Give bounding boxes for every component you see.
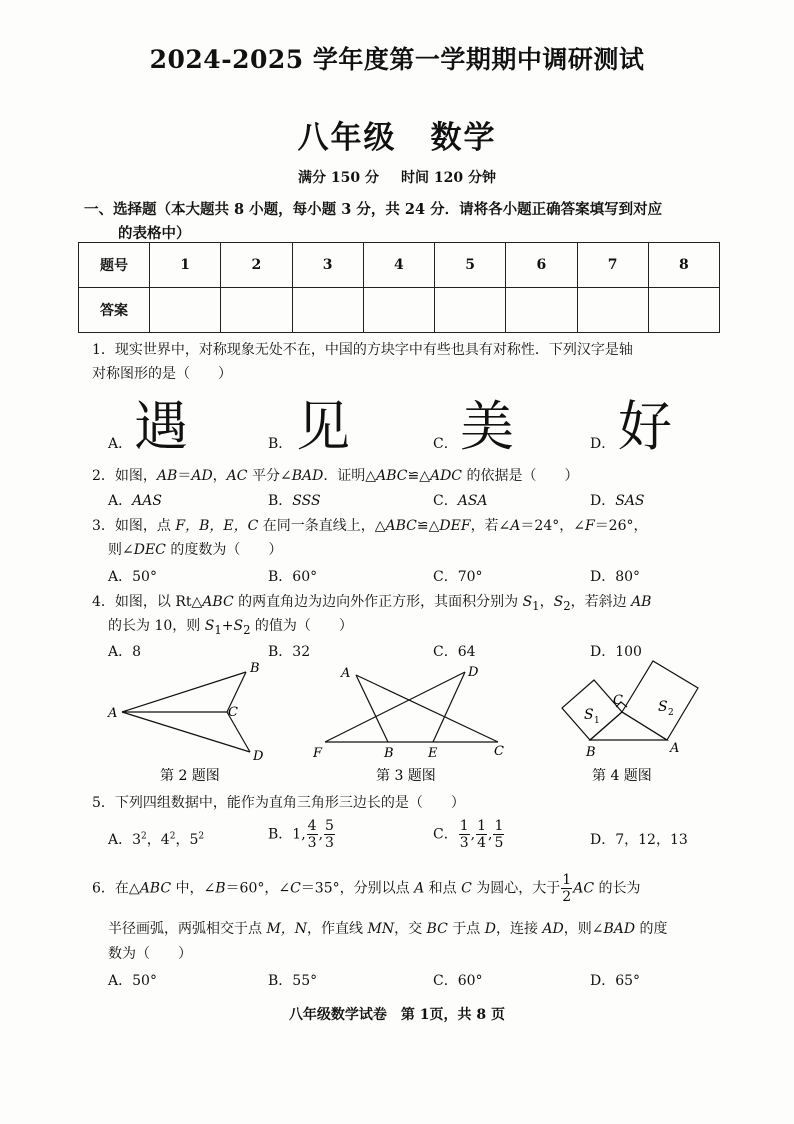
q5-base: 4: [160, 832, 170, 848]
option-text: 32: [292, 644, 311, 660]
option-label: B．: [268, 973, 293, 989]
section1-heading-line1: 一、选择题（本大题共 8 小题，每小题 3 分，共 24 分．请将各小题正确答案填写到对应: [84, 201, 663, 218]
q6-text: ，作直线: [307, 921, 368, 937]
q6-text: ＝60°，∠: [225, 880, 291, 897]
q1-option-d-char: 好: [618, 395, 672, 458]
option-label: D．: [590, 832, 616, 848]
frac-num: 1: [459, 818, 469, 834]
fig3-label-d: D: [468, 665, 479, 680]
frac-num: 4: [307, 818, 317, 834]
q2-var: AC: [226, 468, 248, 484]
q4-text: ，: [539, 594, 554, 610]
q6-var: C: [461, 880, 472, 897]
q4-var: S: [233, 618, 244, 634]
q3-text: 的度数为（ ）: [165, 542, 283, 558]
q6-text: 中，∠: [171, 880, 216, 897]
fig3-label-a: A: [341, 666, 351, 681]
q5-sep: ，: [175, 832, 190, 848]
option-label: A．: [108, 973, 133, 989]
option-label: C．: [433, 644, 458, 660]
fig4-label-s1-sub: 1: [594, 716, 600, 726]
page-footer: 八年级数学试卷 第 1页，共 8 页: [288, 1007, 506, 1023]
q6-text: 6．在△: [92, 880, 140, 897]
option-label: A．: [108, 569, 133, 585]
q4-text: ，若斜边: [570, 594, 632, 610]
fig2-label-a: A: [108, 706, 118, 721]
q5-sep: ,: [318, 826, 324, 843]
q5-c-fraction-3: [493, 818, 504, 851]
fig4-label-a: A: [670, 741, 680, 756]
q6-option-a: [108, 970, 157, 990]
fig3-label-f: F: [313, 746, 323, 761]
q6-fraction-half: [561, 872, 572, 905]
q6-text: 和点: [424, 880, 462, 897]
fig2-label-b: B: [250, 661, 260, 676]
q5-sep: ,: [488, 826, 493, 843]
option-text: 70°: [457, 569, 483, 585]
q4-sub: 2: [243, 622, 251, 637]
q5-option-a: [108, 829, 204, 849]
option-label: D．: [590, 493, 616, 509]
q5-base: 3: [132, 832, 142, 848]
q2-text: ≌△: [407, 468, 430, 484]
q6-var: M，N: [266, 921, 308, 937]
q4-var: AB: [631, 594, 652, 610]
frac-den: 3: [307, 835, 317, 851]
frac-num: 1: [494, 818, 504, 834]
option-label: D．: [590, 569, 616, 585]
option-label: B．: [268, 569, 293, 585]
q6-text: ＝35°，分别以点: [300, 880, 415, 897]
fig3-label-c: C: [494, 744, 504, 759]
fig3-caption: 第 3 题图: [376, 768, 436, 784]
q6-option-b: [268, 970, 317, 990]
q2-text: 平分∠: [247, 468, 292, 484]
option-text: 65°: [615, 973, 641, 989]
q6-stem-line3: 数为（ ）: [108, 946, 192, 962]
grade: 八年级: [297, 120, 397, 156]
option-text: SAS: [615, 493, 645, 509]
fig4-label-s1: S: [584, 707, 594, 723]
q4-var: S: [204, 618, 215, 634]
q4-sub: 1: [532, 598, 540, 613]
fig3-line-ac: [356, 675, 498, 742]
option-label: B．: [268, 493, 293, 509]
frac-den: 2: [562, 889, 572, 905]
q1-option-d-label: D．: [590, 436, 616, 452]
fig4-label-b: B: [586, 745, 596, 760]
option-label: D．: [590, 973, 616, 989]
q3-var: DEF: [439, 518, 471, 534]
option-text: 50°: [132, 973, 157, 989]
fig3-label-b: B: [384, 746, 394, 761]
q3-var: DEC: [133, 542, 166, 558]
option-text: 64: [457, 644, 476, 660]
q6-var: A: [414, 880, 425, 897]
q6-text: 的长为: [594, 880, 641, 897]
fig4-label-c: C: [613, 693, 623, 708]
frac-den: 4: [477, 835, 487, 851]
q5-stem: 5．下列四组数据中，能作为直角三角形三边长的是（ ）: [92, 795, 465, 811]
q2-var: ADC: [429, 468, 463, 484]
figure-3: [325, 672, 498, 742]
frac-num: 5: [325, 818, 334, 834]
q6-text: ，交: [394, 921, 427, 937]
q5-exp: 2: [141, 831, 147, 842]
q5-option-c: [433, 818, 505, 851]
q2-text: ，: [212, 468, 227, 484]
q1-option-a-label: A．: [108, 436, 133, 452]
full-score: 满分 150 分: [298, 170, 379, 186]
table-number-cell: 2: [221, 243, 292, 288]
q6-text: ，连接: [495, 921, 543, 937]
option-label: B．: [268, 644, 293, 660]
q5-exp: 2: [198, 831, 205, 842]
option-label: B．: [268, 826, 293, 843]
q5-sep: ,: [470, 826, 476, 843]
q2-var: AD: [191, 468, 213, 484]
fig3-label-e: E: [428, 746, 438, 761]
option-text: 55°: [292, 973, 318, 989]
q4-text: 4．如图，以 Rt△: [92, 594, 203, 610]
q2-text: ＝: [177, 468, 192, 484]
option-text: ASA: [457, 493, 488, 509]
q1-option-a-char: 遇: [134, 395, 188, 458]
q3-text: 在同一条直线上，△: [258, 518, 386, 534]
q5-c-fraction-1: [459, 818, 470, 851]
fig2-label-c: C: [228, 705, 238, 720]
option-label: C．: [433, 569, 458, 585]
q3-text: ＝24°，∠: [520, 518, 585, 534]
fig4-label-s2-sub: 2: [668, 708, 674, 718]
q2-var: BAD: [291, 468, 324, 484]
option-label: C．: [433, 973, 458, 989]
q4-var: S: [522, 594, 533, 610]
q1-stem-line1: 1．现实世界中，对称现象无处不在，中国的方块字中有些也具有对称性．下列汉字是轴: [92, 342, 633, 358]
q6-var: BC: [426, 921, 448, 937]
q1-stem-line2: 对称图形的是（ ）: [92, 366, 232, 382]
table-number-cell: 7: [577, 243, 648, 288]
fig3-line-df: [325, 672, 465, 742]
subject: 数学: [430, 120, 497, 156]
q2-text: 的依据是（ ）: [462, 468, 579, 484]
q4-sub: 2: [563, 598, 571, 613]
q6-var: C: [290, 880, 301, 897]
table-number-cell: 4: [363, 243, 434, 288]
q5-option-d: [590, 829, 688, 849]
exam-time: 时间 120 分钟: [401, 170, 496, 186]
option-label: C．: [433, 826, 458, 843]
fig4-label-s2: S: [658, 699, 668, 715]
q5-c-fraction-2: [476, 818, 487, 851]
option-text: AAS: [132, 493, 162, 509]
q6-var: B: [215, 880, 226, 897]
q6-stem-line2: [108, 918, 668, 938]
option-text: 80°: [615, 569, 641, 585]
q6-text: 为圆心，大于: [471, 880, 561, 897]
q3-var: F，B，E，C: [175, 518, 259, 534]
exam-title: 2024-2025 学年度第一学期期中调研测试: [149, 45, 645, 74]
option-label: C．: [433, 493, 458, 509]
table-number-cell: 3: [292, 243, 363, 288]
q3-var: F: [584, 518, 595, 534]
q6-var: MN: [367, 921, 395, 937]
option-label: A．: [108, 644, 133, 660]
q6-var: ABC: [139, 880, 172, 897]
table-number-cell: 6: [506, 243, 577, 288]
q1-option-b-label: B．: [268, 436, 293, 452]
q4-var: ABC: [202, 594, 234, 610]
q1-option-c-label: C．: [433, 436, 458, 452]
q6-var: D: [484, 921, 496, 937]
q6-text: 于点: [447, 921, 485, 937]
option-label: A．: [108, 832, 133, 848]
q2-var: ABC: [376, 468, 408, 484]
option-label: A．: [108, 493, 133, 509]
q4-text: 的两直角边为边向外作正方形，其面积分别为: [233, 594, 523, 610]
q6-stem-line1: [92, 872, 640, 905]
option-text: 50°: [132, 569, 157, 585]
q5-sep: ，: [146, 832, 161, 848]
fig3-line-ab: [356, 675, 388, 742]
fig2-label-d: D: [253, 749, 264, 764]
fig2-caption: 第 2 题图: [160, 768, 220, 784]
q1-option-b-char: 见: [296, 395, 350, 458]
q3-var: A: [510, 518, 521, 534]
q2-text: ．证明△: [323, 468, 377, 484]
fig4-caption: 第 4 题图: [592, 768, 652, 784]
q6-text: 半径画弧，两弧相交于点: [108, 921, 267, 937]
q6-option-d: [590, 970, 640, 990]
q4-text: 的长为 10，则: [108, 618, 205, 634]
option-text: 60°: [457, 973, 483, 989]
q3-text: ，若∠: [470, 518, 511, 534]
table-number-cell: 5: [435, 243, 506, 288]
q5-option-b: [268, 818, 336, 851]
option-text: SSS: [292, 493, 321, 509]
table-label-answer: 答案: [79, 288, 150, 333]
q6-var: AC: [573, 880, 595, 897]
frac-den: 3: [325, 835, 334, 851]
q1-option-c-char: 美: [460, 395, 514, 458]
frac-den: 3: [459, 835, 469, 851]
q6-text: 的度: [635, 921, 668, 937]
q3-var: ABC: [385, 518, 417, 534]
q5-exp: 2: [169, 831, 176, 842]
q3-text: 则∠: [108, 542, 134, 558]
option-text: 7，12，13: [615, 832, 688, 848]
q3-text: 3．如图，点: [92, 518, 176, 534]
q6-text: ，则∠: [563, 921, 604, 937]
fig3-line-de: [433, 672, 465, 742]
q5-value: 1: [292, 826, 302, 843]
option-label: D．: [590, 644, 616, 660]
figure-4: [562, 661, 698, 740]
q3-text: ＝26°，: [594, 518, 648, 534]
frac-den: 5: [494, 835, 504, 851]
option-text: 60°: [292, 569, 318, 585]
table-number-cell: 8: [648, 243, 719, 288]
q2-text: 2．如图，: [92, 468, 157, 484]
q4-text: +: [221, 618, 234, 634]
q5-b-fraction-1: [307, 818, 318, 851]
frac-num: 1: [477, 818, 487, 834]
q2-var: AB: [156, 468, 178, 484]
q5-b-fraction-2: [324, 818, 335, 851]
table-label-number: 题号: [79, 243, 150, 288]
option-text: 8: [132, 644, 142, 660]
frac-num: 1: [562, 872, 572, 888]
q4-sub: 1: [214, 622, 222, 637]
q6-option-c: [433, 970, 483, 990]
q5-sep: ,: [301, 826, 306, 843]
q6-var: BAD: [603, 921, 636, 937]
q6-var: AD: [542, 921, 564, 937]
q3-text: ≌△: [416, 518, 440, 534]
q4-var: S: [553, 594, 564, 610]
section1-heading-line2: 的表格中）: [118, 225, 191, 242]
table-number-cell: 1: [150, 243, 221, 288]
option-text: 100: [615, 644, 642, 660]
q5-base: 5: [189, 832, 199, 848]
q4-text: 的值为（ ）: [250, 618, 353, 634]
